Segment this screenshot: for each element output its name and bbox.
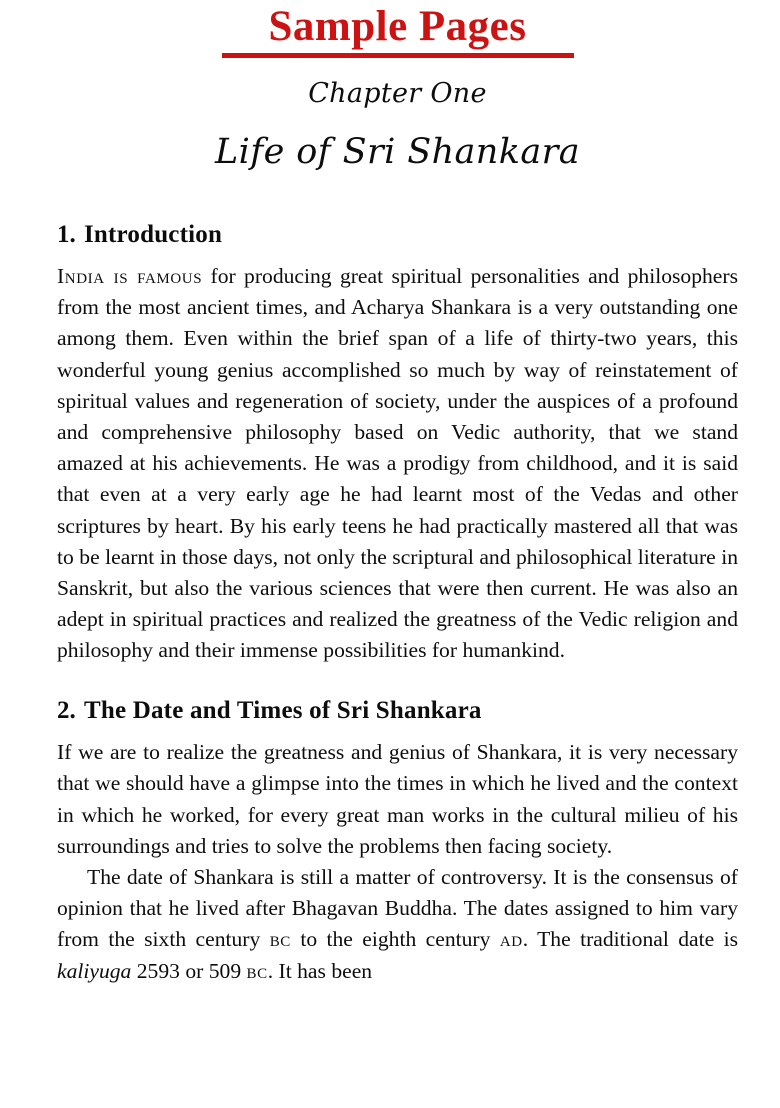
- section-heading-date-and-times: [57, 697, 738, 725]
- opening-small-caps: India is famous: [57, 264, 203, 289]
- paragraph-date-context: [57, 737, 738, 862]
- section-heading-text: Introduction: [84, 220, 223, 248]
- term-kaliyuga: kaliyuga: [57, 958, 132, 983]
- section-heading-text: The Date and Times of Sri Shankara: [84, 696, 482, 724]
- paragraph-date-controversy-text-part-5: . It has been: [267, 958, 373, 983]
- sample-pages-title: Sample Pages: [268, 3, 527, 50]
- chapter-label: Chapter One: [308, 78, 487, 110]
- era-bc-first: bc: [269, 927, 291, 952]
- sample-pages-banner: [57, 0, 738, 58]
- paragraph-date-context-text: If we are to realize the greatness and genius of Shankara, it is very necessary that we should have a glimpse into the times in which he lived and the context in which he worked, for every great man works in the cultural milieu of his surroundings and tries to solve the problems then facing society.: [57, 740, 738, 858]
- section-heading-introduction: [57, 221, 738, 249]
- paragraph-date-controversy-text-part-3: . The traditional date is: [522, 927, 738, 952]
- paragraph-date-controversy-text-part-4: 2593 or 509: [131, 958, 247, 983]
- era-ad: ad: [499, 927, 523, 952]
- paragraph-date-controversy-text-part-1: The date of Shankara is still a matter of controversy. It is the consensus of opinion that he lived after Bhagavan Buddha. The dates assigned to him vary from the sixth century: [57, 864, 738, 952]
- banner-underline-rule: [222, 53, 574, 58]
- paragraph-date-controversy: [57, 862, 738, 987]
- era-bc-second: bc: [246, 958, 268, 983]
- paragraph-introduction-text: for producing great spiritual personalities and philosophers from the most ancient times, and Acharya Shankara is a very outstanding one among them. Even within the brief span of a life of thirty-two years, this wonderful young genius accomplished so much by way of reinstatement of spiritual values and regeneration of society, under the auspices of a profound and comprehensive philosophy based on Vedic authority, that we stand amazed at his achievements. He was a prodigy from childhood, and it is said that even at a very early age he had learnt most of the Vedas and other scriptures by heart. By his early teens he had practically mastered all that was to be learnt in those days, not only the scriptural and philosophical literature in Sanskrit, but also the various sciences that were then current. He was also an adept in spiritual practices and realized the greatness of the Vedic religion and philosophy and their immense possibilities for humankind.: [57, 264, 738, 663]
- paragraph-introduction: [57, 261, 738, 667]
- paragraph-date-controversy-text-part-2: to the eighth century: [290, 927, 500, 952]
- section-number: 1.: [57, 220, 76, 248]
- section-number: 2.: [57, 696, 76, 724]
- chapter-title: Life of Sri Shankara: [214, 131, 580, 172]
